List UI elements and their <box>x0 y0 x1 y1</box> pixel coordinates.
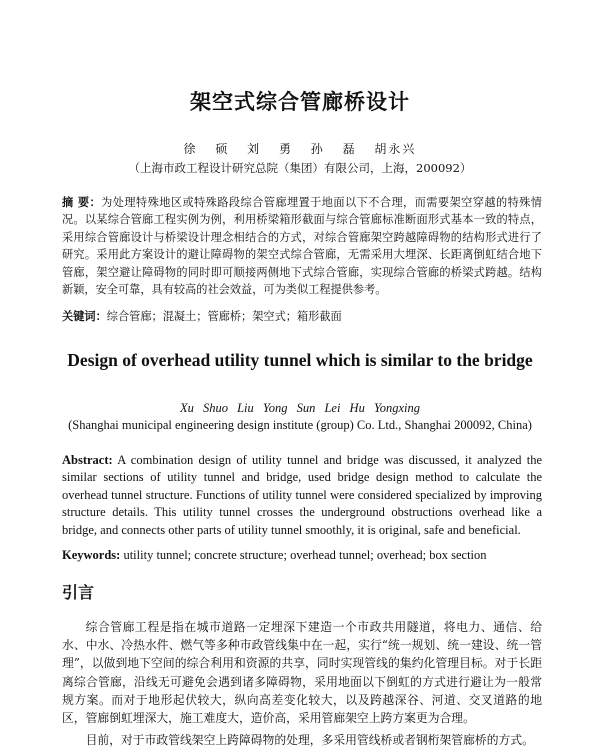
chinese-keywords-label: 关键词： <box>62 310 107 323</box>
english-authors: Xu Shuo Liu Yong Sun Lei Hu Yongxing <box>179 401 421 415</box>
chinese-abstract <box>62 194 542 298</box>
introduction-body <box>62 618 542 748</box>
chinese-title: 架空式综合管廊桥设计 <box>190 90 410 114</box>
chinese-abstract-label: 摘 要： <box>62 196 102 209</box>
chinese-authors: 徐 硕 刘 勇 孙 磊 胡永兴 <box>183 142 417 156</box>
chinese-abstract-text: 为处理特殊地区或特殊路段综合管廊埋置于地面以下不合理，而需要架空穿越的特殊情况。以某综合管廊工程实例为例，利用桥梁箱形截面与综合管廊标准断面形式基本一致的特点，采用综合管廊设计与桥梁设计理念相结合的方式，对综合管廊架空跨越障碍物的结构形式进行了研究。采用此方案设计的避让障碍物的架空式综合管廊，无需采用大埋深、长距离倒虹结合地下管廊，架空避让障碍物的同时即可顺接两侧地下式综合管廊，实现综合管廊的桥梁式跨越。结构新颖，安全可靠，具有较高的社会效益，可为类似工程提供参考。 <box>62 196 542 297</box>
english-abstract-label: Abstract: <box>62 453 113 467</box>
section-heading-introduction: 引言 <box>62 583 95 602</box>
english-keywords-text: utility tunnel; concrete structure; overhead tunnel; overhead; box section <box>123 548 487 562</box>
chinese-affiliation: （上海市政工程设计研究总院（集团）有限公司，上海，200092） <box>128 161 472 175</box>
chinese-keywords <box>62 308 542 324</box>
introduction-paragraph: 综合管廊工程是指在城市道路一定埋深下建造一个市政共用隧道，将电力、通信、给水、中水、冷热水件、燃气等多种市政管线集中在一起，实行“统一规划、统一建设、统一管理”，以做到地下空间的综合利用和资源的共享，同时实现管线的集约化管理目标。对于长距离综合管廊，沿线无可避免会遇到诸多障碍物，采用地面以下倒虹的方式进行避让为一般常规方案。而对于地形起伏较大，纵向高差变化较大，以及跨越深谷、河道、交叉道路的地区，管廊倒虹埋深大，施工难度大，造价高，采用管廊架空上跨方案更为合理。 <box>62 620 542 726</box>
english-keywords-label: Keywords: <box>62 548 121 562</box>
english-abstract <box>62 452 542 539</box>
english-title: Design of overhead utility tunnel which is similar to the bridge <box>67 350 533 370</box>
english-keywords <box>62 548 542 563</box>
english-abstract-text: A combination design of utility tunnel and bridge was discussed, it analyzed the similar sections of utility tunnel and bridge, used bridge design method to calculate the overhead tunnel structure. Functions of utility tunnel were considered specialized by improving structure details. This utility tunnel crosses the underground obstructions overhead like a bridge, and connects other parts of utility tunnel smoothly, it is original, safe and beneficial. <box>62 453 543 537</box>
english-affiliation: (Shanghai municipal engineering design institute (group) Co. Ltd., Shanghai 200092, China) <box>68 418 532 432</box>
chinese-keywords-text: 综合管廊；混凝土；管廊桥；架空式；箱形截面 <box>106 310 342 323</box>
introduction-paragraph: 目前，对于市政管线架空上跨障碍物的处理，多采用管线桥或者钢桁架管廊桥的方式。 <box>85 733 534 748</box>
